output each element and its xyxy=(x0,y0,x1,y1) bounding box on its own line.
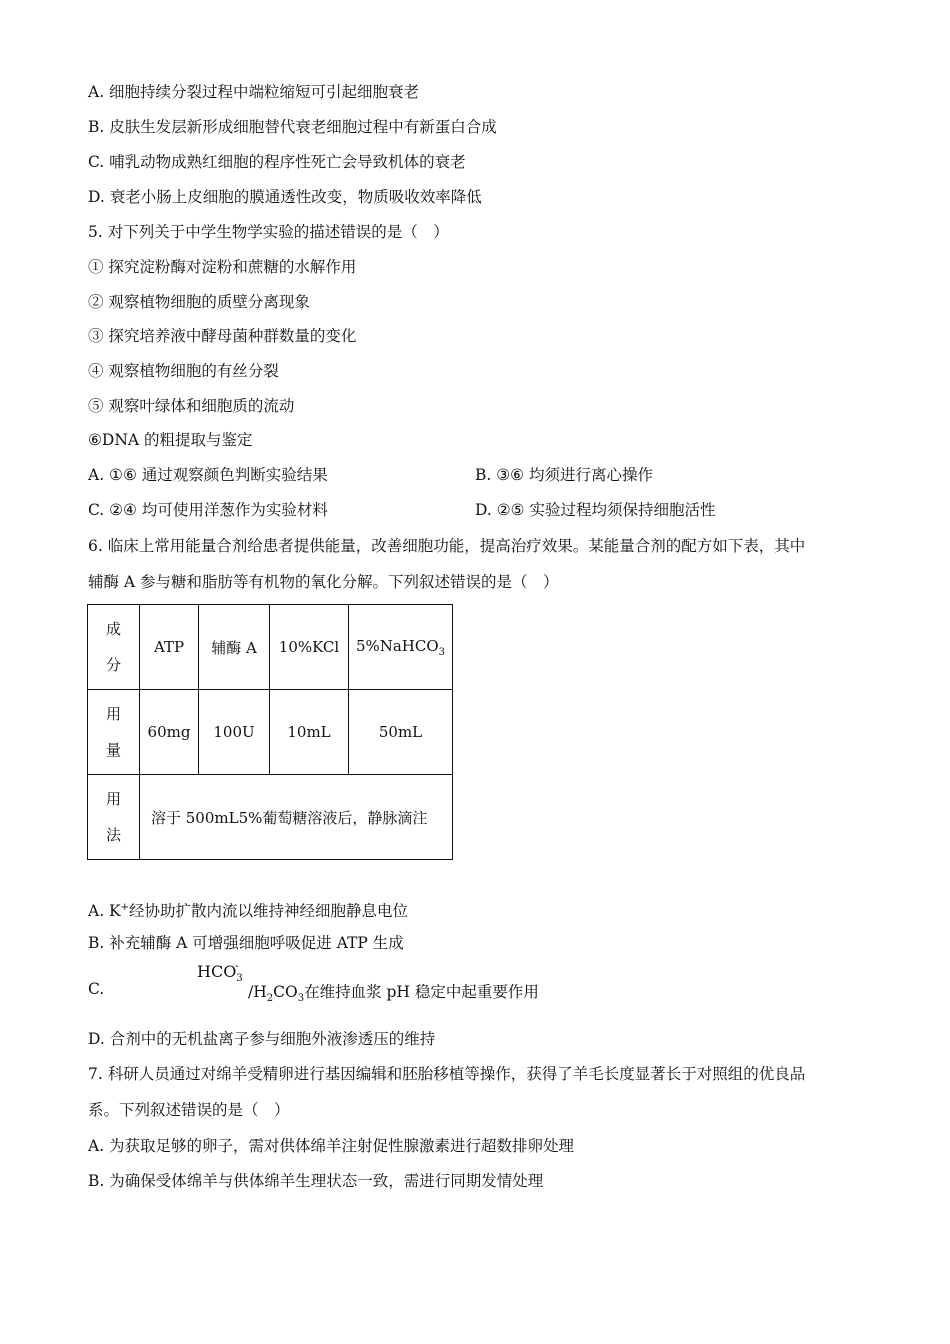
q5-option-a: A. ①⑥ 通过观察颜色判断实验结果 xyxy=(88,466,328,484)
table-row-ingredients xyxy=(88,605,453,690)
q6-stem-line-2: 辅酶 A 参与糖和脂肪等有机物的氧化分解。下列叙述错误的是（ ） xyxy=(88,573,559,591)
q7-option-a: A. 为获取足够的卵子，需对供体绵羊注射促性腺激素进行超数排卵处理 xyxy=(88,1137,575,1155)
cell-dose-atp: 60mg xyxy=(140,690,199,775)
q5-option-c: C. ②④ 均可使用洋葱作为实验材料 xyxy=(88,501,328,519)
q5-item-3: ③ 探究培养液中酵母菌种群数量的变化 xyxy=(88,327,357,345)
q5-stem: 5. 对下列关于中学生物学实验的描述错误的是（ ） xyxy=(88,223,449,241)
q7-stem-line-1: 7. 科研人员通过对绵羊受精卵进行基因编辑和胚胎移植等操作，获得了羊毛长度显著长于对照组的优良品 xyxy=(88,1065,806,1083)
q6-option-d: D. 合剂中的无机盐离子参与细胞外液渗透压的维持 xyxy=(88,1030,436,1048)
q6-option-a: A. K+经协助扩散内流以维持神经细胞静息电位 xyxy=(88,902,409,921)
q5-option-d: D. ②⑤ 实验过程均须保持细胞活性 xyxy=(475,501,716,519)
q5-item-2: ② 观察植物细胞的质壁分离现象 xyxy=(88,293,310,311)
cell-usage: 溶于 500mL5%葡萄糖溶液后，静脉滴注 xyxy=(140,775,453,860)
cell-coenzyme-a: 辅酶 A xyxy=(199,605,270,690)
table-row-usage xyxy=(88,775,453,860)
recipe-table xyxy=(87,604,453,860)
row-header-ingredients: 成 分 xyxy=(88,605,140,690)
q4-option-b: B. 皮肤生发层新形成细胞替代衰老细胞过程中有新蛋白合成 xyxy=(88,118,497,136)
cell-dose-coenzyme-a: 100U xyxy=(199,690,270,775)
q5-item-4: ④ 观察植物细胞的有丝分裂 xyxy=(88,362,279,380)
q4-option-c: C. 哺乳动物成熟红细胞的程序性死亡会导致机体的衰老 xyxy=(88,153,466,171)
cell-nahco3: 5%NaHCO$_3$ xyxy=(349,605,453,690)
q5-item-1: ① 探究淀粉酶对淀粉和蔗糖的水解作用 xyxy=(88,258,357,276)
row-header-usage: 用 法 xyxy=(88,775,140,860)
table-row-dosage xyxy=(88,690,453,775)
q5-item-5: ⑤ 观察叶绿体和细胞质的流动 xyxy=(88,397,295,415)
q7-stem-line-2: 系。下列叙述错误的是（ ） xyxy=(88,1101,290,1119)
cell-kcl: 10%KCl xyxy=(270,605,349,690)
q6-option-b: B. 补充辅酶 A 可增强细胞呼吸促进 ATP 生成 xyxy=(88,934,404,952)
q4-option-a: A. 细胞持续分裂过程中端粒缩短可引起细胞衰老 xyxy=(88,83,420,101)
q6-stem-line-1: 6. 临床上常用能量合剂给患者提供能量，改善细胞功能，提高治疗效果。某能量合剂的配方如下表，其中 xyxy=(88,537,806,555)
q5-item-6: ⑥DNA 的粗提取与鉴定 xyxy=(88,431,253,449)
row-header-dosage: 用 量 xyxy=(88,690,140,775)
q4-option-d: D. 衰老小肠上皮细胞的膜通透性改变，物质吸收效率降低 xyxy=(88,188,482,206)
cell-dose-kcl: 10mL xyxy=(270,690,349,775)
q5-option-b: B. ③⑥ 均须进行离心操作 xyxy=(475,466,653,484)
cell-atp: ATP xyxy=(140,605,199,690)
hco3-formula: HCO - $_3$ xyxy=(197,959,243,985)
q7-option-b: B. 为确保受体绵羊与供体绵羊生理状态一致，需进行同期发情处理 xyxy=(88,1172,544,1190)
cell-dose-nahco3: 50mL xyxy=(349,690,453,775)
